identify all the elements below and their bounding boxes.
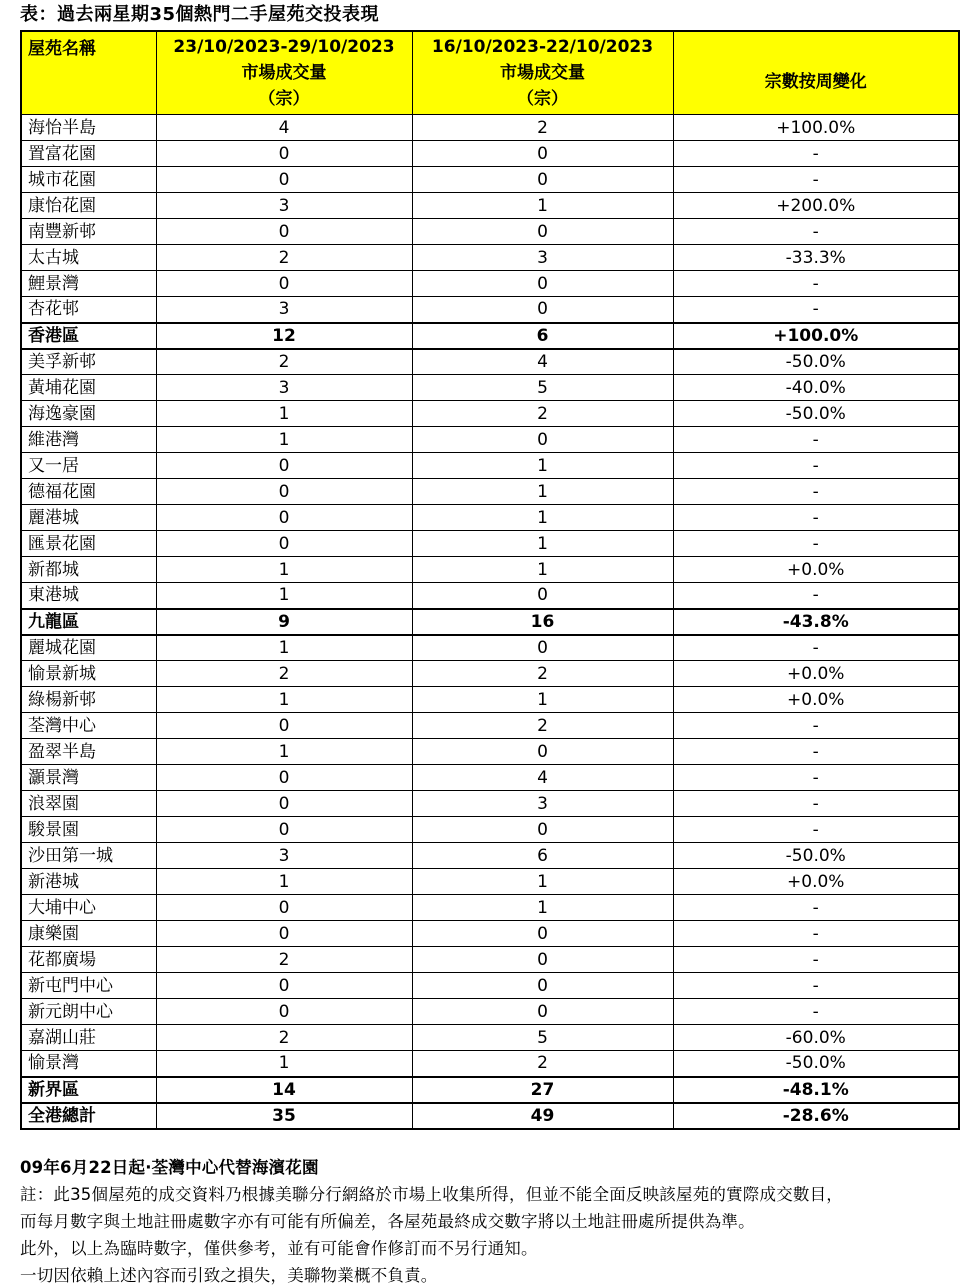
estate-name-cell: 綠楊新邨 (21, 687, 156, 713)
week2-volume-cell: 49 (412, 1103, 673, 1129)
weekly-change-cell: - (673, 219, 959, 245)
estate-name-cell: 全港總計 (21, 1103, 156, 1129)
week2-volume-cell: 27 (412, 1077, 673, 1103)
weekly-change-cell: - (673, 973, 959, 999)
week1-volume-cell: 9 (156, 609, 412, 635)
table-row (21, 1051, 959, 1077)
footnote-replacement: 09年6月22日起·荃灣中心代替海濱花園 (20, 1157, 319, 1177)
table-row (21, 375, 959, 401)
week2-volume-cell: 3 (412, 245, 673, 271)
weekly-change-cell: - (673, 765, 959, 791)
estate-name-cell: 南豐新邨 (21, 219, 156, 245)
week2-volume-cell: 0 (412, 999, 673, 1025)
weekly-change-cell: -43.8% (673, 609, 959, 635)
week1-volume-cell: 0 (156, 973, 412, 999)
weekly-change-cell: -28.6% (673, 1103, 959, 1129)
week2-volume-cell: 3 (412, 791, 673, 817)
week2-volume-cell: 16 (412, 609, 673, 635)
week1-volume-cell: 0 (156, 505, 412, 531)
table-row (21, 1025, 959, 1051)
estate-name-cell: 太古城 (21, 245, 156, 271)
week2-volume-cell: 0 (412, 219, 673, 245)
estate-name-cell: 德福花園 (21, 479, 156, 505)
weekly-change-cell: -40.0% (673, 375, 959, 401)
week2-volume-cell: 0 (412, 427, 673, 453)
table-row (21, 869, 959, 895)
week2-volume-cell: 0 (412, 973, 673, 999)
footnotes (20, 1154, 958, 1286)
header-week1 (156, 31, 412, 115)
header-week2 (412, 31, 673, 115)
header-week1-unit-label: （宗） (258, 89, 310, 109)
table-row (21, 115, 959, 141)
estate-name-cell: 又一居 (21, 453, 156, 479)
estate-name-cell: 駿景園 (21, 817, 156, 843)
estate-name-cell: 灝景灣 (21, 765, 156, 791)
table-row (21, 661, 959, 687)
week1-volume-cell: 3 (156, 297, 412, 323)
estate-name-cell: 浪翠園 (21, 791, 156, 817)
week2-volume-cell: 1 (412, 453, 673, 479)
week1-volume-cell: 0 (156, 219, 412, 245)
weekly-change-cell: - (673, 427, 959, 453)
weekly-change-cell: -50.0% (673, 843, 959, 869)
week2-volume-cell: 1 (412, 687, 673, 713)
estate-name-cell: 匯景花園 (21, 531, 156, 557)
estate-name-cell: 城市花園 (21, 167, 156, 193)
week2-volume-cell: 0 (412, 583, 673, 609)
estate-name-cell: 愉景新城 (21, 661, 156, 687)
table-row (21, 557, 959, 583)
week1-volume-cell: 1 (156, 869, 412, 895)
week2-volume-cell: 6 (412, 323, 673, 349)
header-row (21, 31, 959, 115)
estate-name-cell: 花都廣場 (21, 947, 156, 973)
weekly-change-cell: - (673, 895, 959, 921)
header-week2-volume-label: 市場成交量 (500, 63, 585, 83)
week1-volume-cell: 3 (156, 375, 412, 401)
header-week1-volume-label: 市場成交量 (241, 63, 327, 83)
estate-name-cell: 黃埔花園 (21, 375, 156, 401)
table-row (21, 401, 959, 427)
week1-volume-cell: 2 (156, 1025, 412, 1051)
table-row (21, 297, 959, 323)
week1-volume-cell: 0 (156, 479, 412, 505)
week1-volume-cell: 0 (156, 999, 412, 1025)
week2-volume-cell: 1 (412, 505, 673, 531)
table-row (21, 817, 959, 843)
weekly-change-cell: +0.0% (673, 687, 959, 713)
estate-name-cell: 麗城花園 (21, 635, 156, 661)
week1-volume-cell: 0 (156, 791, 412, 817)
weekly-change-cell: - (673, 167, 959, 193)
weekly-change-cell: +0.0% (673, 557, 959, 583)
weekly-change-cell: +0.0% (673, 661, 959, 687)
footnote-disclaimer-2: 而每月數字與土地註冊處數字亦有可能有所偏差，各屋苑最終成交數字將以土地註冊處所提供為準。 (20, 1211, 755, 1231)
week2-volume-cell: 1 (412, 479, 673, 505)
week2-volume-cell: 0 (412, 141, 673, 167)
weekly-change-cell: -48.1% (673, 1077, 959, 1103)
weekly-change-cell: - (673, 297, 959, 323)
week1-volume-cell: 0 (156, 141, 412, 167)
table-row (21, 583, 959, 609)
header-estate-name: 屋苑名稱 (21, 31, 156, 115)
weekly-change-cell: - (673, 791, 959, 817)
week1-volume-cell: 12 (156, 323, 412, 349)
estate-transactions-table (20, 30, 960, 1130)
week1-volume-cell: 2 (156, 245, 412, 271)
weekly-change-cell: +100.0% (673, 323, 959, 349)
estate-name-cell: 海怡半島 (21, 115, 156, 141)
week2-volume-cell: 5 (412, 1025, 673, 1051)
estate-name-cell: 康樂園 (21, 921, 156, 947)
weekly-change-cell: - (673, 531, 959, 557)
estate-name-cell: 鯉景灣 (21, 271, 156, 297)
week2-volume-cell: 1 (412, 895, 673, 921)
week1-volume-cell: 1 (156, 557, 412, 583)
week1-volume-cell: 1 (156, 583, 412, 609)
week2-volume-cell: 4 (412, 765, 673, 791)
table-row (21, 531, 959, 557)
table-row (21, 895, 959, 921)
week2-volume-cell: 0 (412, 297, 673, 323)
week2-volume-cell: 1 (412, 193, 673, 219)
week1-volume-cell: 0 (156, 895, 412, 921)
estate-name-cell: 置富花園 (21, 141, 156, 167)
subtotal-row (21, 609, 959, 635)
week2-volume-cell: 4 (412, 349, 673, 375)
weekly-change-cell: -50.0% (673, 401, 959, 427)
week2-volume-cell: 0 (412, 739, 673, 765)
week1-volume-cell: 2 (156, 947, 412, 973)
weekly-change-cell: - (673, 947, 959, 973)
estate-name-cell: 荃灣中心 (21, 713, 156, 739)
weekly-change-cell: -50.0% (673, 1051, 959, 1077)
estate-name-cell: 香港區 (21, 323, 156, 349)
weekly-change-cell: - (673, 583, 959, 609)
week2-volume-cell: 2 (412, 713, 673, 739)
page-title: 表：過去兩星期35個熱門二手屋苑交投表現 (20, 4, 380, 25)
table-row (21, 167, 959, 193)
weekly-change-cell: -33.3% (673, 245, 959, 271)
estate-name-cell: 沙田第一城 (21, 843, 156, 869)
footnote-disclaimer-1: 註：此35個屋苑的成交資料乃根據美聯分行網絡於市場上收集所得，但並不能全面反映該屋苑的實際成交數目， (20, 1184, 843, 1204)
subtotal-row (21, 1077, 959, 1103)
estate-name-cell: 海逸豪園 (21, 401, 156, 427)
weekly-change-cell: - (673, 999, 959, 1025)
week1-volume-cell: 0 (156, 271, 412, 297)
week1-volume-cell: 14 (156, 1077, 412, 1103)
weekly-change-cell: - (673, 141, 959, 167)
week1-volume-cell: 2 (156, 349, 412, 375)
week1-volume-cell: 1 (156, 401, 412, 427)
week1-volume-cell: 2 (156, 661, 412, 687)
week2-volume-cell: 2 (412, 1051, 673, 1077)
estate-name-cell: 新都城 (21, 557, 156, 583)
table-row (21, 453, 959, 479)
estate-name-cell: 嘉湖山莊 (21, 1025, 156, 1051)
estate-name-cell: 新元朗中心 (21, 999, 156, 1025)
week2-volume-cell: 5 (412, 375, 673, 401)
estate-name-cell: 康怡花園 (21, 193, 156, 219)
weekly-change-cell: - (673, 713, 959, 739)
weekly-change-cell: - (673, 739, 959, 765)
estate-name-cell: 美孚新邨 (21, 349, 156, 375)
header-week2-date-range: 16/10/2023-22/10/2023 (431, 37, 654, 57)
table-row (21, 687, 959, 713)
weekly-change-cell: - (673, 921, 959, 947)
table-row (21, 843, 959, 869)
table-row (21, 505, 959, 531)
week1-volume-cell: 0 (156, 765, 412, 791)
week2-volume-cell: 1 (412, 531, 673, 557)
week2-volume-cell: 0 (412, 921, 673, 947)
weekly-change-cell: +0.0% (673, 869, 959, 895)
table-row (21, 193, 959, 219)
week1-volume-cell: 1 (156, 1051, 412, 1077)
week1-volume-cell: 4 (156, 115, 412, 141)
header-week2-unit-label: （宗） (517, 89, 568, 109)
week2-volume-cell: 0 (412, 167, 673, 193)
header-weekly-change: 宗數按周變化 (673, 31, 959, 115)
table-row (21, 141, 959, 167)
estate-name-cell: 新港城 (21, 869, 156, 895)
estate-name-cell: 東港城 (21, 583, 156, 609)
subtotal-row (21, 323, 959, 349)
weekly-change-cell: - (673, 271, 959, 297)
week2-volume-cell: 2 (412, 115, 673, 141)
estate-name-cell: 愉景灣 (21, 1051, 156, 1077)
week1-volume-cell: 0 (156, 167, 412, 193)
week2-volume-cell: 0 (412, 271, 673, 297)
estate-table-body (21, 115, 959, 1129)
week2-volume-cell: 0 (412, 947, 673, 973)
week2-volume-cell: 2 (412, 401, 673, 427)
week1-volume-cell: 3 (156, 843, 412, 869)
weekly-change-cell: -60.0% (673, 1025, 959, 1051)
table-row (21, 713, 959, 739)
estate-name-cell: 維港灣 (21, 427, 156, 453)
table-row (21, 245, 959, 271)
estate-name-cell: 麗港城 (21, 505, 156, 531)
week1-volume-cell: 0 (156, 713, 412, 739)
week1-volume-cell: 1 (156, 687, 412, 713)
subtotal-row (21, 1103, 959, 1129)
week2-volume-cell: 1 (412, 557, 673, 583)
table-row (21, 219, 959, 245)
week1-volume-cell: 3 (156, 193, 412, 219)
table-row (21, 635, 959, 661)
week2-volume-cell: 1 (412, 869, 673, 895)
weekly-change-cell: - (673, 479, 959, 505)
table-row (21, 427, 959, 453)
week1-volume-cell: 35 (156, 1103, 412, 1129)
week2-volume-cell: 6 (412, 843, 673, 869)
weekly-change-cell: +100.0% (673, 115, 959, 141)
estate-name-cell: 杏花邨 (21, 297, 156, 323)
table-row (21, 349, 959, 375)
header-week1-date-range: 23/10/2023-29/10/2023 (173, 37, 395, 57)
weekly-change-cell: -50.0% (673, 349, 959, 375)
table-header (21, 31, 959, 115)
weekly-change-cell: - (673, 505, 959, 531)
week1-volume-cell: 1 (156, 635, 412, 661)
table-row (21, 765, 959, 791)
week2-volume-cell: 2 (412, 661, 673, 687)
footnote-disclaimer-4: 一切因依賴上述內容而引致之損失，美聯物業概不負責。 (20, 1265, 438, 1285)
week1-volume-cell: 1 (156, 739, 412, 765)
estate-name-cell: 九龍區 (21, 609, 156, 635)
weekly-change-cell: - (673, 453, 959, 479)
estate-name-cell: 新界區 (21, 1077, 156, 1103)
estate-name-cell: 新屯門中心 (21, 973, 156, 999)
week2-volume-cell: 0 (412, 635, 673, 661)
weekly-change-cell: - (673, 635, 959, 661)
week1-volume-cell: 1 (156, 427, 412, 453)
weekly-change-cell: - (673, 817, 959, 843)
table-row (21, 999, 959, 1025)
table-row (21, 271, 959, 297)
table-row (21, 479, 959, 505)
footnote-disclaimer-3: 此外，以上為臨時數字，僅供參考，並有可能會作修訂而不另行通知。 (20, 1238, 538, 1258)
table-row (21, 791, 959, 817)
weekly-change-cell: +200.0% (673, 193, 959, 219)
week1-volume-cell: 0 (156, 921, 412, 947)
week1-volume-cell: 0 (156, 453, 412, 479)
estate-name-cell: 大埔中心 (21, 895, 156, 921)
table-row (21, 921, 959, 947)
week1-volume-cell: 0 (156, 531, 412, 557)
week2-volume-cell: 0 (412, 817, 673, 843)
table-row (21, 739, 959, 765)
week1-volume-cell: 0 (156, 817, 412, 843)
estate-name-cell: 盈翠半島 (21, 739, 156, 765)
table-row (21, 947, 959, 973)
table-row (21, 973, 959, 999)
